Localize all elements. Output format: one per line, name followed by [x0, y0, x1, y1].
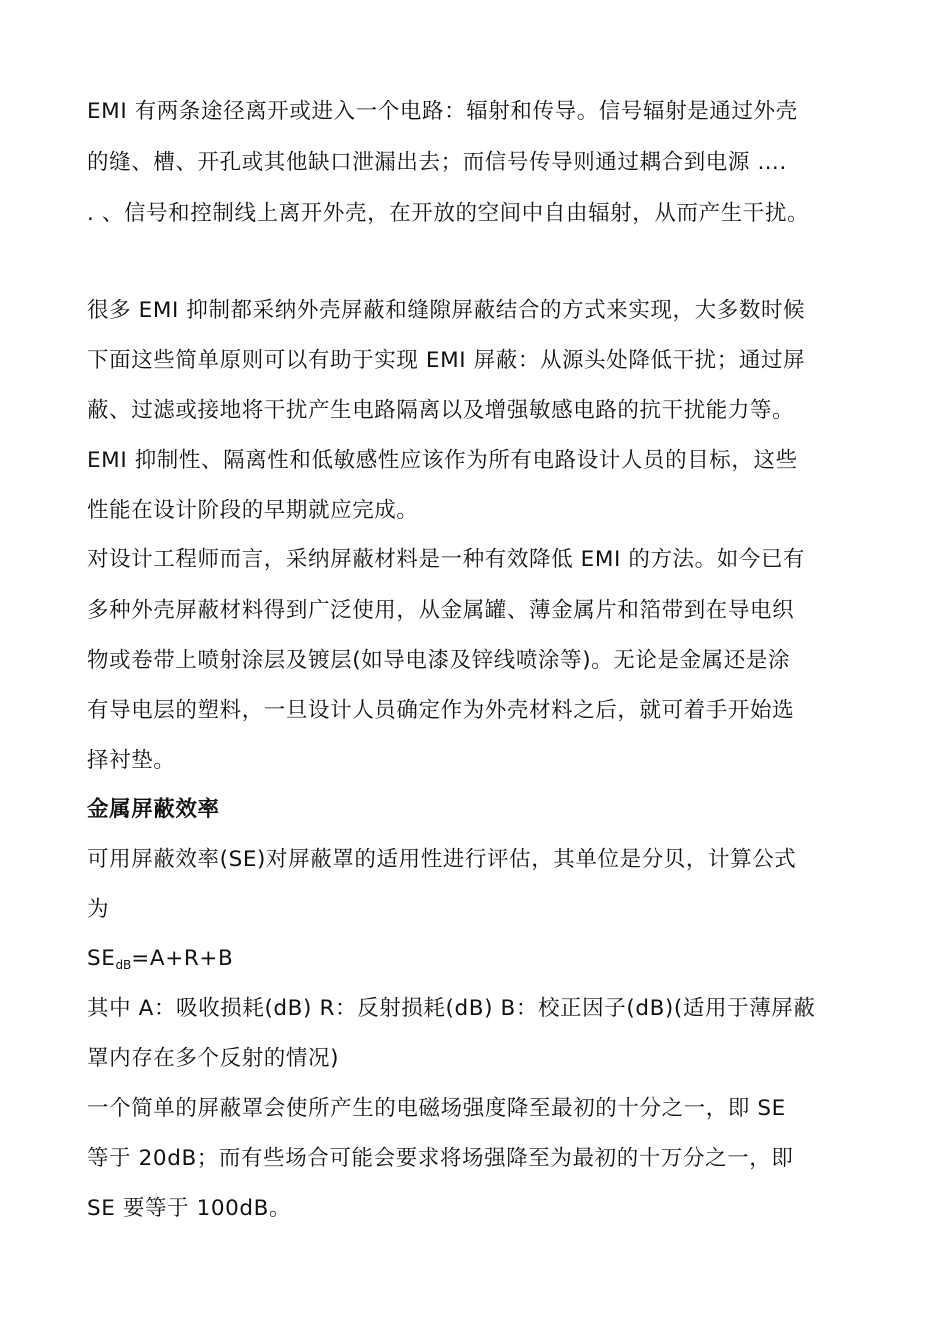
paragraph-3-line-4: 有导电层的塑料，一旦设计人员确定作为外壳材料之后，就可着手开始选 [87, 698, 795, 723]
paragraph-5-line-2: 罩内存在多个反射的情况) [87, 1046, 340, 1071]
paragraph-4-line-1: 可用屏蔽效率(SE)对屏蔽罩的适用性进行评估，其单位是分贝，计算公式 [87, 847, 797, 872]
paragraph-3-line-3: 物或卷带上喷射涂层及镀层(如导电漆及锌线喷涂等)。无论是金属还是涂 [87, 648, 791, 673]
paragraph-2-line-4: EMI 抑制性、隔离性和低敏感性应该作为所有电路设计人员的目标，这些 [87, 448, 798, 473]
paragraph-2-line-5: 性能在设计阶段的早期就应完成。 [87, 498, 419, 523]
formula [87, 944, 233, 980]
paragraph-4-line-2: 为 [87, 897, 110, 922]
formula-lhs: SE [87, 946, 116, 971]
paragraph-1-line-3: . 、信号和控制线上离开外壳，在开放的空间中自由辐射，从而产生干扰。 [87, 201, 810, 226]
paragraph-2-line-2: 下面这些简单原则可以有助于实现 EMI 屏蔽：从源头处降低干扰；通过屏 [87, 348, 806, 373]
paragraph-6-line-1: 一个简单的屏蔽罩会使所产生的电磁场强度降至最初的十分之一，即 SE [87, 1096, 786, 1121]
paragraph-6-line-3: SE 要等于 100dB。 [87, 1196, 292, 1221]
paragraph-3-line-5: 择衬垫。 [87, 748, 176, 773]
paragraph-3-line-1: 对设计工程师而言，采纳屏蔽材料是一种有效降低 EMI 的方法。如今已有 [87, 547, 806, 572]
formula-subscript: dB [115, 958, 132, 972]
paragraph-3-line-2: 多种外壳屏蔽材料得到广泛使用，从金属罐、薄金属片和箔带到在导电织 [87, 598, 795, 623]
paragraph-1-line-1: EMI 有两条途径离开或进入一个电路：辐射和传导。信号辐射是通过外壳 [87, 99, 798, 124]
section-heading: 金属屏蔽效率 [87, 797, 220, 822]
paragraph-6-line-2: 等于 20dB；而有些场合可能会要求将场强降至为最初的十万分之一，即 [87, 1146, 794, 1171]
paragraph-5-line-1: 其中 A：吸收损耗(dB) R：反射损耗(dB) B：校正因子(dB)(适用于薄屏蔽 [87, 996, 816, 1021]
paragraph-2-line-3: 蔽、过滤或接地将干扰产生电路隔离以及增强敏感电路的抗干扰能力等。 [87, 398, 795, 423]
paragraph-1-line-2: 的缝、槽、开孔或其他缺口泄漏出去；而信号传导则通过耦合到电源 …. [87, 150, 787, 175]
paragraph-2-line-1: 很多 EMI 抑制都采纳外壳屏蔽和缝隙屏蔽结合的方式来实现，大多数时候 [87, 298, 806, 323]
formula-rhs: =A+R+B [131, 946, 234, 971]
